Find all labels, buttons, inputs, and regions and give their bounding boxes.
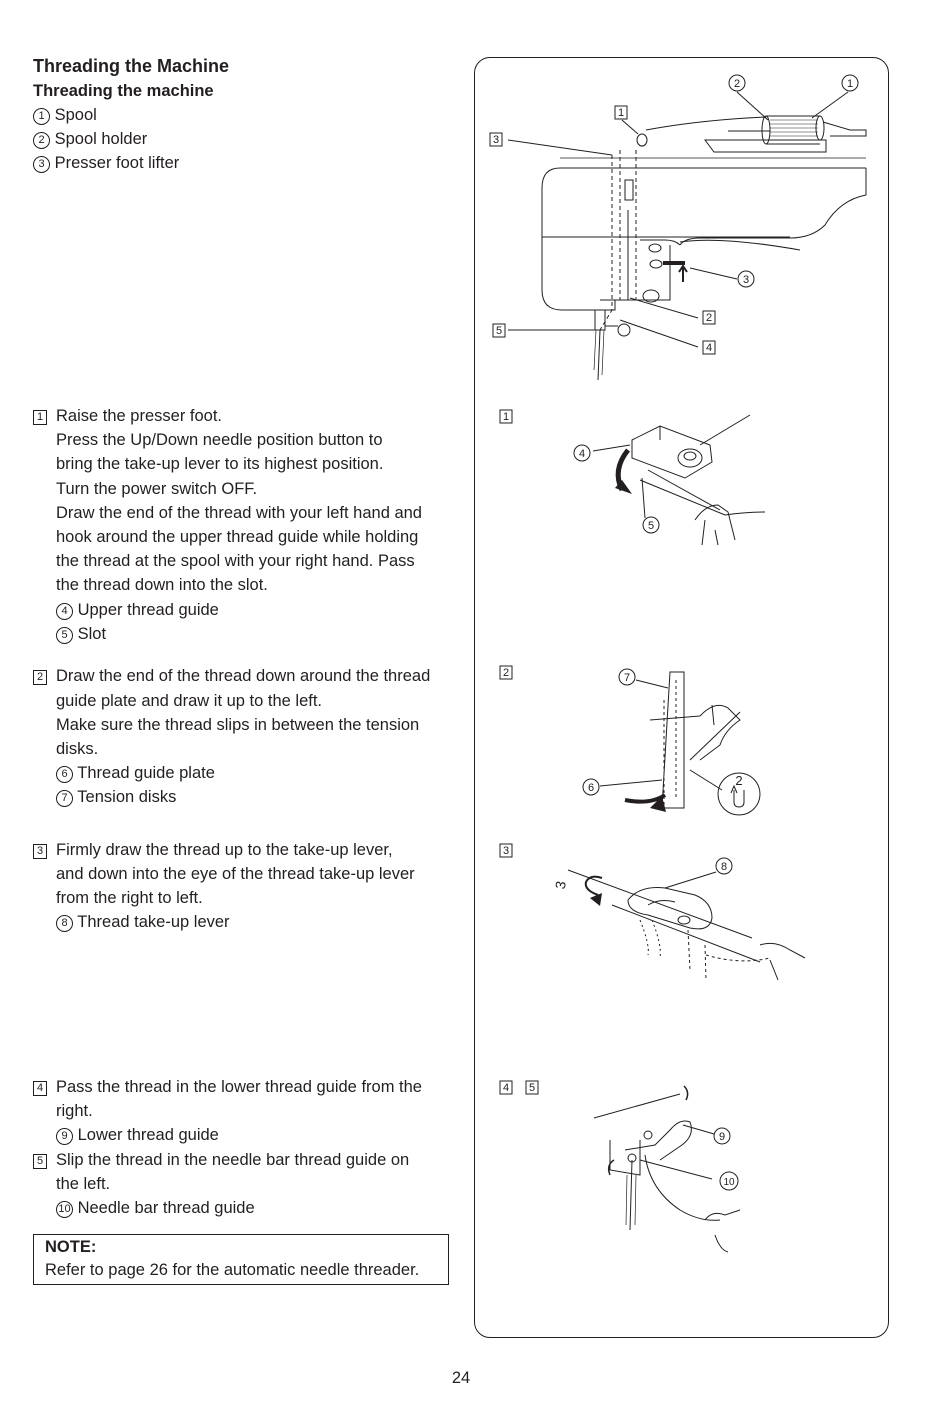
step-callout: 1 xyxy=(502,411,510,423)
callout-label: 5 xyxy=(495,325,503,337)
part-label: Needle bar thread guide xyxy=(77,1199,255,1217)
step-text: the thread down into the slot. xyxy=(56,576,268,594)
part-label: Thread take-up lever xyxy=(77,913,230,931)
callout-label: 3 xyxy=(492,134,500,146)
step-number: 4 xyxy=(33,1081,47,1096)
callout-number: 2 xyxy=(33,132,50,149)
part-label: Thread guide plate xyxy=(77,764,215,782)
callout-label: 2 xyxy=(733,78,741,90)
callout-label: 1 xyxy=(617,107,625,119)
part-label: Upper thread guide xyxy=(77,601,219,619)
step-text: Raise the presser foot. xyxy=(56,407,222,425)
note-text: Refer to page 26 for the automatic needle threader. xyxy=(45,1261,420,1279)
callout-label: 4 xyxy=(578,448,586,460)
callout-number: 9 xyxy=(56,1128,73,1145)
step-text: Press the Up/Down needle position button to xyxy=(56,431,383,449)
step-text: hook around the upper thread guide while holding xyxy=(56,528,419,546)
badge-number: 2 xyxy=(735,773,743,788)
step-number: 1 xyxy=(33,410,47,425)
part-label: Lower thread guide xyxy=(77,1126,219,1144)
note-label: NOTE: xyxy=(45,1238,97,1256)
callout-number: 3 xyxy=(33,156,50,173)
callout-number: 10 xyxy=(56,1201,73,1218)
part-label: Slot xyxy=(77,625,107,643)
part-label: Tension disks xyxy=(77,788,177,806)
step-text: Turn the power switch OFF. xyxy=(56,480,258,498)
step-number: 3 xyxy=(33,844,47,859)
callout-label: 9 xyxy=(718,1131,726,1143)
callout-label: 8 xyxy=(720,861,728,873)
step-text: Draw the end of the thread down around the thread xyxy=(56,667,431,685)
callout-label: 6 xyxy=(587,782,595,794)
step-text: and down into the eye of the thread take-up lever xyxy=(56,865,415,883)
callout-label: 1 xyxy=(846,78,854,90)
step-callout: 4 xyxy=(502,1082,510,1094)
callout-label: 5 xyxy=(647,520,655,532)
section-subtitle: Threading the machine xyxy=(33,82,214,100)
callout-label: 10 xyxy=(723,1177,735,1188)
step-text: disks. xyxy=(56,740,99,758)
step-text: bring the take-up lever to its highest position. xyxy=(56,455,384,473)
callout-number: 7 xyxy=(56,790,73,807)
callout-label: 3 xyxy=(742,274,750,286)
callout-label: 2 xyxy=(705,312,713,324)
step-number: 2 xyxy=(33,670,47,685)
step-number: 5 xyxy=(33,1154,47,1169)
page-number: 24 xyxy=(451,1369,471,1387)
callout-number: 4 xyxy=(56,603,73,620)
callout-number: 8 xyxy=(56,915,73,932)
step-text: right. xyxy=(56,1102,93,1120)
callout-label: 7 xyxy=(623,672,631,684)
list-item-label: Presser foot lifter xyxy=(54,154,180,172)
step-text: the left. xyxy=(56,1175,111,1193)
step-text: Slip the thread in the needle bar thread guide on xyxy=(56,1151,410,1169)
callout-number: 1 xyxy=(33,108,50,125)
step-text: from the right to left. xyxy=(56,889,203,907)
badge-number: 3 xyxy=(551,879,569,891)
step-callout: 5 xyxy=(528,1082,536,1094)
callout-label: 4 xyxy=(705,342,713,354)
page-title: Threading the Machine xyxy=(33,56,230,76)
step-callout: 2 xyxy=(502,667,510,679)
step-text: Firmly draw the thread up to the take-up lever, xyxy=(56,841,393,859)
step-text: Make sure the thread slips in between the tension xyxy=(56,716,420,734)
step-text: the thread at the spool with your right hand. Pass xyxy=(56,552,415,570)
step-text: Pass the thread in the lower thread guide from the xyxy=(56,1078,422,1096)
step-text: Draw the end of the thread with your left hand and xyxy=(56,504,422,522)
callout-number: 6 xyxy=(56,766,73,783)
step-text: guide plate and draw it up to the left. xyxy=(56,692,323,710)
step-callout: 3 xyxy=(502,845,510,857)
list-item-label: Spool xyxy=(54,106,97,124)
list-item-label: Spool holder xyxy=(54,130,148,148)
callout-number: 5 xyxy=(56,627,73,644)
